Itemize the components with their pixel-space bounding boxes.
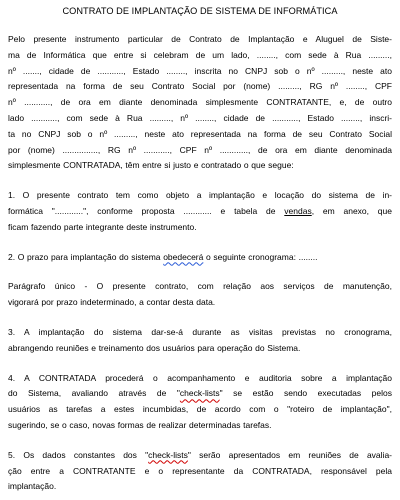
text-run: , em anexo, que <box>311 205 392 216</box>
text-line: vigorará por prazo indeterminado, a contar desta data. <box>8 297 216 308</box>
text-run: " serão apresentados em reuniões de avalia- <box>187 449 392 460</box>
clause-2 <box>8 250 392 266</box>
text-line: 4. A CONTRATADA procederá o acompanhamento e auditoria sobre a implantação <box>8 372 392 383</box>
paragrafo-unico <box>8 279 392 311</box>
text-run: 5. Os dados constantes dos " <box>8 449 149 460</box>
text-line: sugerindo, se o caso, novas formas de realizar determinadas tarefas. <box>8 419 272 430</box>
spellcheck-flagged-word: check-lists <box>148 449 188 460</box>
intro-paragraph <box>8 32 392 174</box>
text-line: 1. O presente contrato tem como objeto a implantação e locação do sistema de in- <box>8 190 392 201</box>
text-run: formática "............", conforme proposta ............ e tabela de <box>8 205 285 216</box>
text-line: lado ..........., com sede à Rua ........., nº ........, cidade de ..........., Estado ........, inscri- <box>8 112 392 123</box>
text-line: representada na forma de seu Contrato Social por (nome) ........., RG nº ........, CPF <box>8 81 392 92</box>
clause-5 <box>8 448 392 495</box>
spellcheck-flagged-word: check-lists <box>179 388 220 399</box>
text-line: 3. A implantação do sistema dar-se-á durante as visitas previstas no cronograma, <box>8 326 392 337</box>
clause-3 <box>8 325 392 357</box>
text-line <box>8 386 392 402</box>
text-line: abrangendo reuniões e treinamento dos usuários para operação do Sistema. <box>8 342 301 353</box>
text-line: implantação. <box>8 481 57 492</box>
text-line: por (nome) ..............., RG nº ..........., CPF nº ............, de ora em diante denominada <box>8 144 392 155</box>
text-line: Pelo presente instrumento particular de Contrato de Implantação e Aluguel de Siste- <box>8 34 392 44</box>
text-run: o seguinte cronograma: ........ <box>203 251 318 262</box>
grammar-flagged-word: obedecerá <box>163 251 204 262</box>
clause-4 <box>8 371 392 434</box>
text-line: ma de Informática que entre si celebram de um lado, ........, com sede à Rua ........., <box>8 49 392 60</box>
text-line: ta no CNPJ sob o nº ........., neste ato representada na forma de seu Contrato Social <box>8 128 392 139</box>
text-line <box>8 250 392 266</box>
document-title: CONTRATO DE IMPLANTAÇÃO DE SISTEMA DE INFORMÁTICA <box>62 6 338 16</box>
text-run: do Sistema, avaliando através de " <box>8 388 180 399</box>
text-line: ção entre a CONTRATANTE e o representante da CONTRATADA, responsável pela <box>8 465 392 476</box>
text-run: 2. O prazo para implantação do sistema <box>8 251 164 262</box>
text-line: nº ......., cidade de ..........., Estado ........, inscrita no CNPJ sob o nº ........., neste ato <box>8 65 392 76</box>
text-line <box>8 204 392 220</box>
text-line <box>8 448 392 464</box>
clause-1 <box>8 188 392 235</box>
text-line: usuários as tarefas a estes incumbidas, de acordo com o "roteiro de implantação", <box>8 404 392 415</box>
underlined-word: vendas <box>284 205 312 216</box>
text-line: ficam fazendo parte integrante deste instrumento. <box>8 221 197 232</box>
text-line: Parágrafo único - O presente contrato, com relação aos serviços de manutenção, <box>8 281 392 292</box>
text-line: nº ..........., de ora em diante denominada simplesmente CONTRATANTE, e, de outro <box>8 97 392 108</box>
text-run: " se estão sendo executadas pelos <box>219 388 392 399</box>
text-line: simplesmente CONTRATADA, têm entre si justo e contratado o que segue: <box>8 160 294 171</box>
